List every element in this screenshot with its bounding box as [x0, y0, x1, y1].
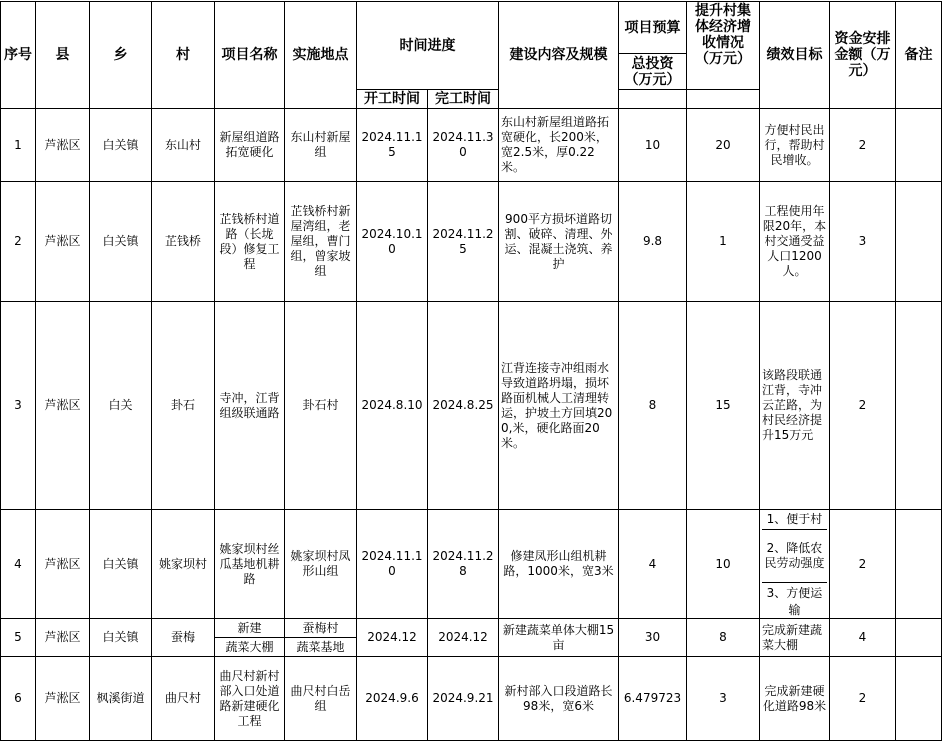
cell-end: 2024.9.21: [428, 657, 499, 741]
cell-township: 枫溪街道: [90, 657, 152, 741]
cell-income: 20: [687, 109, 760, 182]
cell-location: 曲尺村白岳组: [285, 657, 357, 741]
cell-funds: 2: [830, 302, 896, 510]
cell-end: 2024.12: [428, 619, 499, 657]
cell-project-name: 芷钱桥村道路（长垅段）修复工程: [215, 182, 285, 302]
cell-remark: [896, 109, 942, 182]
cell-county: 芦淞区: [36, 619, 90, 657]
cell-funds: 2: [830, 510, 896, 619]
header-end-time: 完工时间: [428, 90, 499, 109]
table-row: [1, 619, 942, 657]
header-county: 县: [36, 2, 90, 109]
header-village: 村: [152, 2, 215, 109]
header-project-name: 项目名称: [215, 2, 285, 109]
cell-funds: 4: [830, 619, 896, 657]
cell-start: 2024.12: [357, 619, 428, 657]
cell-performance: 方便村民出行，帮助村民增收。: [760, 109, 830, 182]
cell-seq: 3: [1, 302, 36, 510]
header-location: 实施地点: [285, 2, 357, 109]
cell-village: 卦石: [152, 302, 215, 510]
cell-location: 东山村新屋组: [285, 109, 357, 182]
cell-start: 2024.11.10: [357, 510, 428, 619]
cell-content: 修建凤形山组机耕路，1000米，宽3米: [499, 510, 619, 619]
cell-location: [285, 619, 357, 657]
cell-income: 3: [687, 657, 760, 741]
cell-county: 芦淞区: [36, 302, 90, 510]
performance-item: 1、便于村: [762, 510, 827, 530]
header-content: 建设内容及规模: [499, 2, 619, 109]
header-funds: 资金安排金额（万元）: [830, 2, 896, 109]
cell-township: 白关镇: [90, 109, 152, 182]
cell-start: 2024.8.10: [357, 302, 428, 510]
table-row: [1, 182, 942, 302]
cell-county: 芦淞区: [36, 657, 90, 741]
cell-content: 江背连接寺冲组雨水导致道路坍塌，损坏路面机械人工清理转运，护坡土方回填200,米，硬化路面20米。: [499, 302, 619, 510]
table-row: [1, 302, 942, 510]
cell-performance: [760, 510, 830, 619]
location-part: 蚕梅村: [302, 620, 339, 635]
cell-start: 2024.9.6: [357, 657, 428, 741]
header-income-blank: [687, 90, 760, 109]
cell-income: 10: [687, 510, 760, 619]
cell-village: 曲尺村: [152, 657, 215, 741]
cell-performance: 完成新建蔬菜大棚: [760, 619, 830, 657]
cell-content: 新建蔬菜单体大棚15亩: [499, 619, 619, 657]
cell-content: 900平方损坏道路切割、破碎、清理、外运、混凝土浇筑、养护: [499, 182, 619, 302]
project-name-part: 新建: [237, 620, 262, 635]
cell-project-name: 姚家坝村丝瓜基地机耕路: [215, 510, 285, 619]
header-total-invest-label: 总投资: [631, 55, 674, 72]
header-total-invest: [619, 54, 687, 90]
cell-seq: 5: [1, 619, 36, 657]
header-township: 乡: [90, 2, 152, 109]
cell-remark: [896, 619, 942, 657]
cell-budget: 10: [619, 109, 687, 182]
cell-funds: 3: [830, 182, 896, 302]
cell-income: 15: [687, 302, 760, 510]
cell-project-name: 曲尺村新村部入口处道路新建硬化工程: [215, 657, 285, 741]
cell-seq: 1: [1, 109, 36, 182]
cell-location: 卦石村: [285, 302, 357, 510]
performance-item: 2、降低农民劳动强度: [762, 530, 827, 583]
cell-township: 白关镇: [90, 510, 152, 619]
cell-village: 姚家坝村: [152, 510, 215, 619]
cell-budget: 6.479723: [619, 657, 687, 741]
cell-project-name: 新屋组道路拓宽硬化: [215, 109, 285, 182]
header-performance: 绩效目标: [760, 2, 830, 109]
cell-performance: 完成新建硬化道路98米: [760, 657, 830, 741]
cell-start: 2024.11.15: [357, 109, 428, 182]
cell-income: 8: [687, 619, 760, 657]
cell-end: 2024.11.25: [428, 182, 499, 302]
cell-remark: [896, 182, 942, 302]
cell-budget: 9.8: [619, 182, 687, 302]
table-row: [1, 109, 942, 182]
cell-seq: 6: [1, 657, 36, 741]
cell-township: 白关: [90, 302, 152, 510]
cell-township: 白关镇: [90, 619, 152, 657]
cell-end: 2024.11.30: [428, 109, 499, 182]
cell-content: 东山村新屋组道路拓宽硬化，长200米，宽2.5米，厚0.22米。: [499, 109, 619, 182]
cell-budget: 4: [619, 510, 687, 619]
cell-performance: 该路段联通江背，寺冲云芷路，为村民经济提升15万元: [760, 302, 830, 510]
cell-village: 东山村: [152, 109, 215, 182]
header-total-invest-unit: （万元）: [624, 71, 681, 88]
cell-end: 2024.8.25: [428, 302, 499, 510]
cell-location: 姚家坝村凤形山组: [285, 510, 357, 619]
cell-township: 白关镇: [90, 182, 152, 302]
cell-seq: 4: [1, 510, 36, 619]
cell-budget: 8: [619, 302, 687, 510]
cell-location: 芷钱桥村新屋湾组，老屋组，曹门组，曾家坡组: [285, 182, 357, 302]
project-name-part: 蔬菜大棚: [215, 637, 284, 656]
cell-budget: 30: [619, 619, 687, 657]
cell-county: 芦淞区: [36, 109, 90, 182]
header-income-increase: [687, 2, 760, 90]
cell-county: 芦淞区: [36, 182, 90, 302]
cell-seq: 2: [1, 182, 36, 302]
cell-village: 芷钱桥: [152, 182, 215, 302]
table-row: [1, 510, 942, 619]
cell-end: 2024.11.28: [428, 510, 499, 619]
table-row: [1, 657, 942, 741]
cell-start: 2024.10.10: [357, 182, 428, 302]
header-income-label: 提升村集体经济增收情况: [695, 3, 751, 51]
location-part: 蔬菜基地: [285, 637, 356, 656]
header-seq: 序号: [1, 2, 36, 109]
cell-remark: [896, 302, 942, 510]
cell-income: 1: [687, 182, 760, 302]
cell-performance: 工程使用年限20年，本村交通受益人口1200人。: [760, 182, 830, 302]
cell-village: 蚕梅: [152, 619, 215, 657]
header-budget-blank: [619, 90, 687, 109]
cell-remark: [896, 657, 942, 741]
header-remark: 备注: [896, 2, 942, 109]
cell-project-name: 寺冲，江背组级联通路: [215, 302, 285, 510]
cell-funds: 2: [830, 657, 896, 741]
performance-item: 3、方便运输: [766, 586, 823, 617]
header-income-unit: （万元）: [695, 51, 751, 67]
project-table: [0, 1, 942, 741]
header-time-progress: 时间进度: [357, 2, 499, 90]
header-start-time: 开工时间: [357, 90, 428, 109]
cell-content: 新村部入口段道路长98米，宽6米: [499, 657, 619, 741]
cell-project-name: [215, 619, 285, 657]
header-budget: 项目预算: [619, 2, 687, 54]
cell-county: 芦淞区: [36, 510, 90, 619]
cell-remark: [896, 510, 942, 619]
cell-funds: 2: [830, 109, 896, 182]
